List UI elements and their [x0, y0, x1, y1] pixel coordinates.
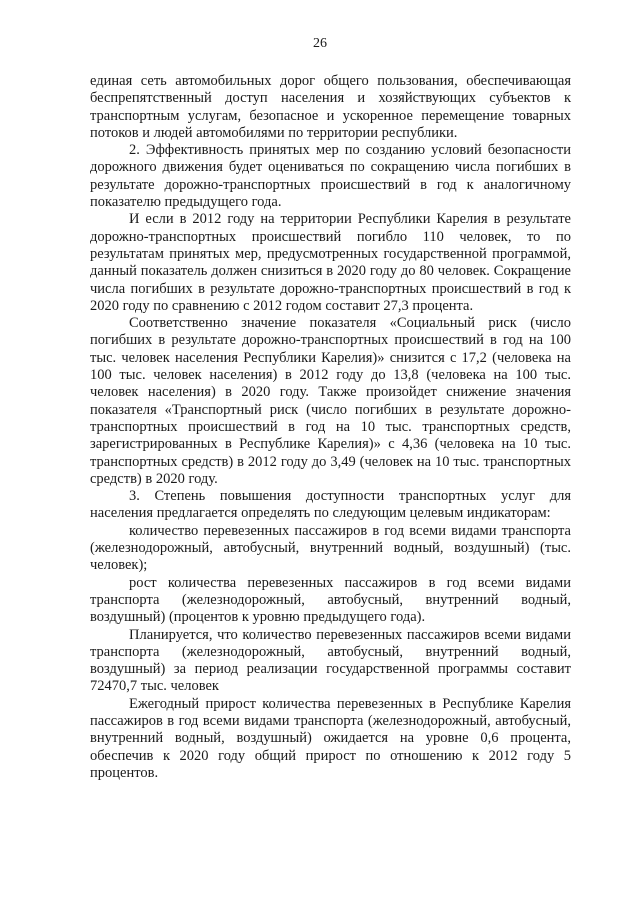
- paragraph-fatalities-2012: И если в 2012 году на территории Республики Карелия в результате дорожно-транспортных происшествий погибло 110 человек, то по результатам принятых мер, предусмотренных государственной программой, данный показатель должен снизиться в 2020 году до 80 человек. Сокращение числа погибших в результате дорожно-транспортных происшествий в год к 2020 году по сравнению с 2012 годом составит 27,3 процента.: [90, 211, 571, 314]
- body-text: [90, 73, 571, 782]
- paragraph-continuation: единая сеть автомобильных дорог общего пользования, обеспечивающая беспрепятственный доступ населения и хозяйствующих субъектов к транспортным услугам, безопасное и ускоренное перемещение товарных потоков и людей автомобилями по территории республики.: [90, 73, 571, 141]
- paragraph-indicator-passengers: количество перевезенных пассажиров в год всеми видами транспорта (железнодорожный, автобусный, внутренний водный, воздушный) (тыс. человек);: [90, 522, 571, 574]
- paragraph-annual-growth: Ежегодный прирост количества перевезенных в Республике Карелия пассажиров в год всеми видами транспорта (железнодорожный, автобусный, внутренний водный, воздушный) ожидается на уровне 0,6 процента, обеспечив к 2020 году общий прирост по отношению к 2012 году 5 процентов.: [90, 695, 571, 781]
- paragraph-road-safety: 2. Эффективность принятых мер по созданию условий безопасности дорожного движения будет оцениваться по сокращению числа погибших в результате дорожно-транспортных происшествий в год к аналогичному показателю предыдущего года.: [90, 142, 571, 211]
- paragraph-risk-indicators: Соответственно значение показателя «Социальный риск (число погибших в результате дорожно-транспортных происшествий в год на 100 тыс. человек населения Республики Карелия)» снизится с 17,2 (человека на 100 тыс. человек населения) в 2012 году до 13,8 (человека на 100 тыс. человек населения) в 2020 году. Также произойдет снижение значения показателя «Транспортный риск (число погибших в результате дорожно-транспортных происшествий в год на 10 тыс. транспортных средств, зарегистрированных в Республике Карелия)» с 4,36 (человека на 10 тыс. транспортных средств) в 2012 году до 3,49 (человек на 10 тыс. транспортных средств) в 2020 году.: [90, 315, 571, 487]
- paragraph-indicator-growth: рост количества перевезенных пассажиров в год всеми видами транспорта (железнодорожный, автобусный, внутренний водный, воздушный) (процентов к уровню предыдущего года).: [90, 574, 571, 626]
- page-number: 26: [313, 36, 327, 51]
- paragraph-accessibility: 3. Степень повышения доступности транспортных услуг для населения предлагается определять по следующим целевым индикаторам:: [90, 488, 571, 522]
- paragraph-planned-total: Планируется, что количество перевезенных пассажиров всеми видами транспорта (железнодорожный, автобусный, внутренний водный, воздушный) за период реализации государственной программы составит 72470,7 тыс. человек: [90, 626, 571, 695]
